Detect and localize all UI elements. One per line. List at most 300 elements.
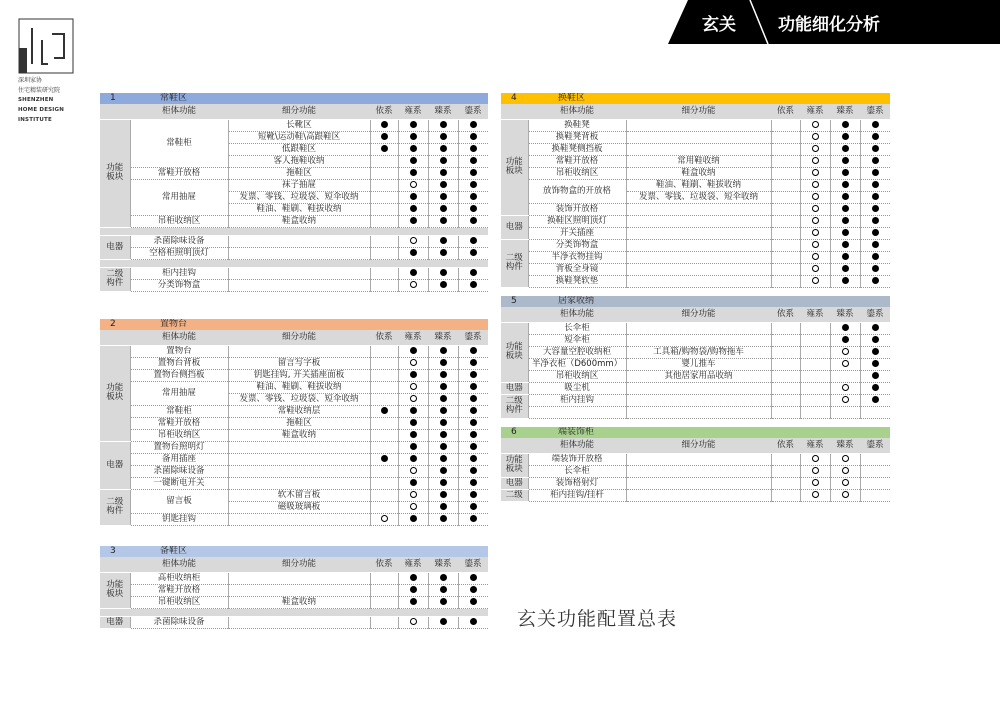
series-mark-3 [428,155,458,167]
column-header-row [100,557,488,572]
series-mark-1 [771,322,800,334]
filled-dot-icon [470,217,477,224]
filled-dot-icon [440,574,447,581]
table-row [100,584,488,596]
series-mark-4 [860,143,890,155]
filled-dot-icon [842,217,849,224]
hollow-circle-icon [812,169,819,176]
filled-dot-icon [470,431,477,438]
series-mark-2 [800,251,830,263]
hollow-circle-icon [812,145,819,152]
filled-dot-icon [872,229,879,236]
sub-function: 留言写字板 [228,357,370,369]
series-mark-3 [428,131,458,143]
hollow-circle-icon [410,491,417,498]
series-mark-4 [458,119,488,131]
series-mark-3 [428,489,458,501]
filled-dot-icon [470,359,477,366]
series-mark-2 [398,417,428,429]
series-mark-3 [428,247,458,259]
filled-dot-icon [842,229,849,236]
series-mark-1 [370,417,398,429]
logo-cn-2: 住宅精装研究院 [18,87,61,94]
table-row [501,131,890,143]
series-mark-1 [771,143,800,155]
cabinet-function: 常用抽屉 [130,179,228,215]
sub-function: 工具箱/购物袋/购物拖车 [626,346,771,358]
table-row [501,346,890,358]
table-row [100,405,488,417]
series-mark-3 [830,215,860,227]
hollow-circle-icon [842,479,849,486]
series-mark-2 [398,203,428,215]
sub-function: 鞋盒收纳 [228,215,370,227]
filled-dot-icon [872,193,879,200]
table-row [100,247,488,259]
series-mark-2 [800,489,830,501]
section-name: 居家收纳 [558,296,595,306]
hollow-circle-icon [812,455,819,462]
cabinet-function: 换鞋区照明顶灯 [528,215,626,227]
series-mark-2 [398,235,428,247]
series-mark-3 [428,417,458,429]
series-mark-2 [398,441,428,453]
cabinet-function: 常鞋开放格 [130,167,228,179]
filled-dot-icon [410,574,417,581]
gap-cell [100,227,488,235]
hollow-circle-icon [812,265,819,272]
series-mark-2 [800,239,830,251]
filled-dot-icon [440,249,447,256]
series-mark-3 [428,477,458,489]
cabinet-function: 放饰物盒的开放格 [528,179,626,203]
sub-function [626,394,771,406]
series-mark-3 [428,167,458,179]
header-spacer [100,104,130,119]
filled-dot-icon [410,371,417,378]
filled-dot-icon [872,336,879,343]
filled-dot-icon [842,121,849,128]
series-mark-1 [370,369,398,381]
filled-dot-icon [440,503,447,510]
cabinet-function: 置物台侧挡板 [130,369,228,381]
cabinet-function: 开关插座 [528,227,626,239]
group-label: 功能 板块 [501,453,528,477]
sub-function [626,489,771,501]
group-label: 二级 构件 [100,267,130,291]
series-mark-1 [370,584,398,596]
header-spacer [100,557,130,572]
filled-dot-icon [470,237,477,244]
cabinet-function: 常鞋开放格 [528,155,626,167]
series-mark-3 [428,596,458,608]
sub-function [228,247,370,259]
group-label: 功能 板块 [100,345,130,441]
series-mark-4 [458,584,488,596]
sub-function: 发票、零钱、垃圾袋、短伞收纳 [228,393,370,405]
filled-dot-icon [842,133,849,140]
header-func: 细分功能 [626,104,771,119]
table-row [501,477,890,489]
series-mark-1 [370,501,398,513]
filled-dot-icon [872,396,879,403]
series-mark-3 [428,441,458,453]
hollow-circle-icon [410,395,417,402]
group-gap-row [100,259,488,267]
series-mark-2 [398,131,428,143]
filled-dot-icon [470,249,477,256]
header-section: 玄关 [702,15,736,35]
table-row [501,251,890,263]
series-mark-4 [860,489,890,501]
filled-dot-icon [440,618,447,625]
series-mark-4 [458,477,488,489]
series-mark-4 [458,489,488,501]
series-mark-3 [830,119,860,131]
filled-dot-icon [440,407,447,414]
series-mark-3 [428,381,458,393]
filled-dot-icon [872,169,879,176]
hollow-circle-icon [812,253,819,260]
filled-dot-icon [470,169,477,176]
series-mark-4 [458,596,488,608]
hollow-circle-icon [842,396,849,403]
filled-dot-icon [872,348,879,355]
series-mark-3 [830,251,860,263]
cabinet-function: 常用抽屉 [130,381,228,405]
series-mark-3 [830,370,860,382]
filled-dot-icon [440,133,447,140]
sub-function [228,235,370,247]
series-mark-1 [771,477,800,489]
group-label: 二级 [501,489,528,501]
filled-dot-icon [410,133,417,140]
header-m2: 雍系 [800,104,830,119]
series-mark-2 [800,406,830,418]
filled-dot-icon [470,515,477,522]
hollow-circle-icon [812,217,819,224]
filled-dot-icon [410,193,417,200]
series-mark-3 [428,267,458,279]
table-row [501,155,890,167]
hollow-circle-icon [842,455,849,462]
series-mark-1 [370,179,398,191]
filled-dot-icon [410,598,417,605]
sub-function [626,203,771,215]
sub-function [626,251,771,263]
series-mark-4 [860,275,890,287]
cabinet-function: 分类饰物盒 [528,239,626,251]
cabinet-function: 留言板 [130,489,228,513]
series-mark-4 [458,345,488,357]
sub-function: 磁吸玻璃板 [228,501,370,513]
table-row [100,369,488,381]
series-mark-3 [830,131,860,143]
series-mark-1 [370,381,398,393]
filled-dot-icon [842,277,849,284]
filled-dot-icon [440,371,447,378]
series-mark-4 [458,501,488,513]
header-m4: 鎏系 [860,438,890,453]
filled-dot-icon [470,395,477,402]
series-mark-3 [830,155,860,167]
series-mark-4 [458,267,488,279]
filled-dot-icon [440,598,447,605]
sub-function [626,215,771,227]
header-main: 柜体功能 [130,330,228,345]
sub-function [228,584,370,596]
sub-function [626,143,771,155]
cabinet-function: 杀菌除味设备 [130,465,228,477]
filled-dot-icon [872,241,879,248]
series-mark-2 [398,616,428,628]
sub-function: 长靴区 [228,119,370,131]
series-mark-3 [830,334,860,346]
hollow-circle-icon [812,241,819,248]
filled-dot-icon [470,598,477,605]
filled-dot-icon [440,586,447,593]
header-spacer [501,307,528,322]
series-mark-3 [830,191,860,203]
series-mark-2 [800,358,830,370]
series-mark-2 [398,345,428,357]
header-m2: 雍系 [800,307,830,322]
filled-dot-icon [872,372,879,379]
series-mark-3 [428,279,458,291]
table-row [100,417,488,429]
table-row [100,235,488,247]
series-mark-2 [398,596,428,608]
series-mark-4 [458,357,488,369]
cabinet-function: 短伞柜 [528,334,626,346]
cabinet-function: 换鞋凳背板 [528,131,626,143]
series-mark-4 [458,393,488,405]
cabinet-function: 高柜收纳柜 [130,572,228,584]
filled-dot-icon [872,253,879,260]
series-mark-2 [398,179,428,191]
filled-dot-icon [440,455,447,462]
filled-dot-icon [842,169,849,176]
series-mark-2 [800,215,830,227]
sub-function [228,465,370,477]
cabinet-function: 一键断电开关 [130,477,228,489]
table-row [501,167,890,179]
group-label: 功能 板块 [501,322,528,382]
series-mark-1 [771,203,800,215]
filled-dot-icon [470,371,477,378]
sub-function: 拖鞋区 [228,417,370,429]
series-mark-4 [458,465,488,477]
gap-cell [100,259,488,267]
series-mark-4 [458,279,488,291]
filled-dot-icon [470,618,477,625]
series-mark-4 [458,441,488,453]
sub-function: 鞋盒收纳 [228,596,370,608]
series-mark-3 [428,203,458,215]
series-mark-4 [860,406,890,418]
cabinet-function: 常鞋柜 [130,119,228,167]
table-row [100,167,488,179]
sub-function: 钥匙挂钩, 开关插座面板 [228,369,370,381]
cabinet-function: 柜内挂钩 [130,267,228,279]
filled-dot-icon [470,479,477,486]
series-mark-4 [860,215,890,227]
table-row [100,429,488,441]
series-mark-1 [370,465,398,477]
series-mark-2 [398,429,428,441]
section-name: 换鞋区 [558,93,586,103]
header-m1: 依系 [370,330,398,345]
header-m3: 臻系 [830,307,860,322]
filled-dot-icon [470,586,477,593]
filled-dot-icon [470,181,477,188]
filled-dot-icon [440,443,447,450]
hollow-circle-icon [842,360,849,367]
header-spacer [501,104,528,119]
group-label: 二级 构件 [100,489,130,525]
series-mark-2 [398,572,428,584]
series-mark-2 [800,179,830,191]
series-mark-4 [860,334,890,346]
filled-dot-icon [410,169,417,176]
sub-function [228,345,370,357]
sub-function [626,477,771,489]
group-label: 二级 构件 [501,394,528,418]
series-mark-1 [370,596,398,608]
cabinet-function: 大容量空腔收纳柜 [528,346,626,358]
sub-function: 客人拖鞋收纳 [228,155,370,167]
filled-dot-icon [470,383,477,390]
table-row [501,179,890,191]
sub-function [626,465,771,477]
header-m1: 依系 [771,307,800,322]
table-row [501,489,890,501]
header-func: 细分功能 [228,557,370,572]
series-mark-4 [458,179,488,191]
sub-function: 拖鞋区 [228,167,370,179]
cabinet-function: 杀菌除味设备 [130,235,228,247]
filled-dot-icon [470,281,477,288]
series-mark-4 [458,616,488,628]
series-mark-2 [800,477,830,489]
column-header-row [100,330,488,345]
filled-dot-icon [470,269,477,276]
section-number: 5 [511,296,517,306]
filled-dot-icon [470,407,477,414]
header-main: 柜体功能 [130,104,228,119]
section-name: 置物台 [160,319,188,329]
series-mark-4 [458,131,488,143]
sub-function: 鞋盒收纳 [228,429,370,441]
institute-logo [18,18,78,124]
cabinet-function: 端装饰开放格 [528,453,626,465]
filled-dot-icon [410,249,417,256]
series-mark-3 [428,215,458,227]
filled-dot-icon [440,431,447,438]
table-row [100,596,488,608]
table-row [501,453,890,465]
series-mark-3 [428,345,458,357]
filled-dot-icon [440,237,447,244]
config-table-2 [100,319,488,526]
column-header-row [100,104,488,119]
series-mark-1 [771,382,800,394]
series-mark-3 [830,382,860,394]
sub-function: 鞋油、鞋刷、鞋拔收纳 [228,381,370,393]
filled-dot-icon [440,157,447,164]
sub-function: 发票、零钱、垃圾袋、短伞收纳 [228,191,370,203]
sub-function: 其他居家用品收纳 [626,370,771,382]
filled-dot-icon [381,407,388,414]
sub-function: 短靴\运动鞋\高跟鞋区 [228,131,370,143]
group-gap-row [100,227,488,235]
series-mark-1 [370,267,398,279]
series-mark-3 [830,358,860,370]
series-mark-1 [370,357,398,369]
series-mark-2 [398,369,428,381]
filled-dot-icon [440,515,447,522]
series-mark-4 [860,358,890,370]
filled-dot-icon [410,347,417,354]
series-mark-4 [458,405,488,417]
header-m1: 依系 [370,104,398,119]
series-mark-2 [398,381,428,393]
series-mark-2 [398,247,428,259]
filled-dot-icon [410,121,417,128]
hollow-circle-icon [812,479,819,486]
header-func: 细分功能 [626,307,771,322]
cabinet-function: 钥匙挂钩 [130,513,228,525]
series-mark-4 [860,179,890,191]
series-mark-4 [860,131,890,143]
series-mark-4 [860,346,890,358]
series-mark-1 [370,235,398,247]
series-mark-2 [800,465,830,477]
series-mark-1 [771,453,800,465]
cabinet-function: 置物台照明灯 [130,441,228,453]
series-mark-4 [458,203,488,215]
filled-dot-icon [410,455,417,462]
group-label: 电器 [501,477,528,489]
filled-dot-icon [381,455,388,462]
series-mark-1 [771,191,800,203]
filled-dot-icon [440,193,447,200]
series-mark-1 [370,203,398,215]
series-mark-3 [830,406,860,418]
filled-dot-icon [440,281,447,288]
series-mark-2 [398,267,428,279]
series-mark-4 [458,369,488,381]
series-mark-1 [771,370,800,382]
table-row [100,357,488,369]
filled-dot-icon [470,205,477,212]
hollow-circle-icon [842,348,849,355]
filled-dot-icon [410,515,417,522]
filled-dot-icon [842,336,849,343]
filled-dot-icon [410,217,417,224]
sub-function [228,477,370,489]
section-title-row [501,93,890,104]
filled-dot-icon [410,586,417,593]
section-name: 常鞋区 [160,93,188,103]
column-header-row [501,307,890,322]
group-label: 二级 构件 [501,239,528,287]
filled-dot-icon [842,193,849,200]
hollow-circle-icon [812,133,819,140]
cabinet-function: 柜内挂钩/挂杆 [528,489,626,501]
section-number: 3 [110,546,116,556]
filled-dot-icon [410,145,417,152]
